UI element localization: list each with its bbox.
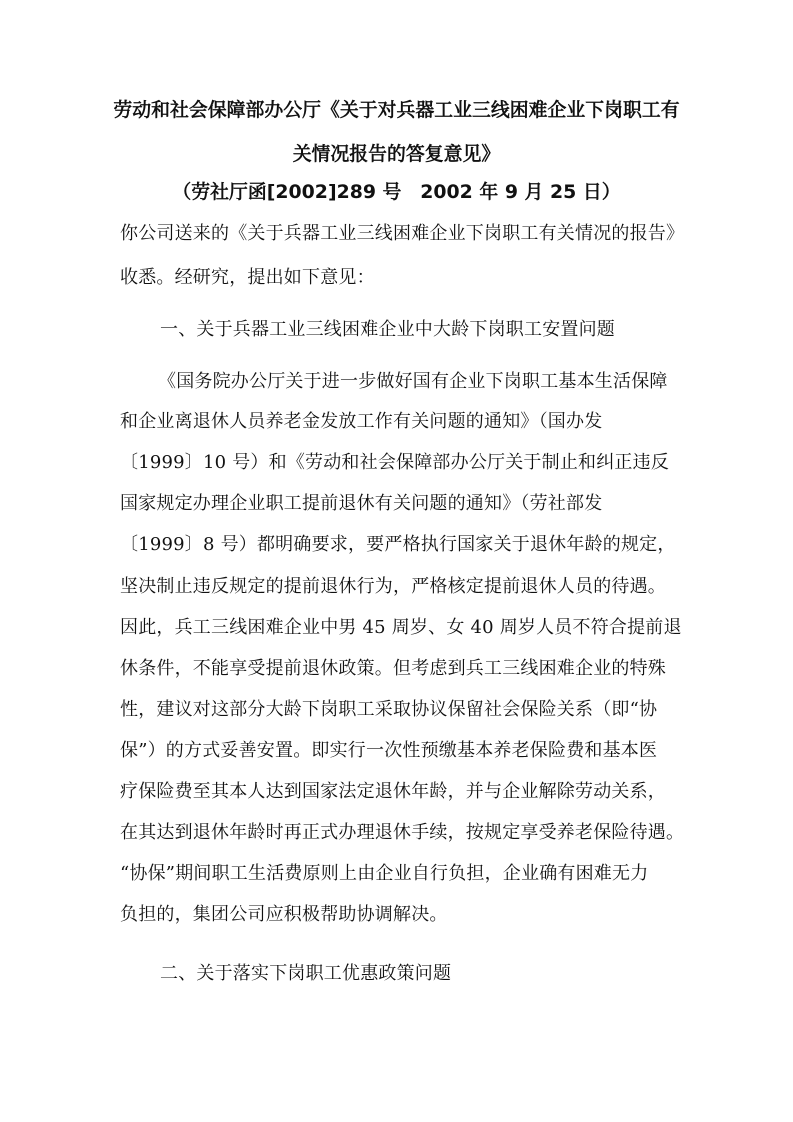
document-subtitle: （劳社厅函[2002]289 号 2002 年 9 月 25 日） [172,181,621,203]
body-line: 坚决制止违反规定的提前退休行为，严格核定提前退休人员的待遇。 [120,576,666,597]
body-line: 因此，兵工三线困难企业中男 45 周岁、女 40 周岁人员不符合提前退 [120,617,682,638]
document-title-line-1: 劳动和社会保障部办公厅《关于对兵器工业三线困难企业下岗职工有 [113,99,680,121]
body-line: 在其达到退休年龄时再正式办理退休手续，按规定享受养老保险待遇。 [120,822,685,843]
body-line: 性，建议对这部分大龄下岗职工采取协议保留社会保险关系（即“协 [120,699,658,720]
body-line: 〔1999〕8 号）都明确要求，要严格执行国家关于退休年龄的规定， [120,534,676,555]
body-line: 你公司送来的《关于兵器工业三线困难企业下岗职工有关情况的报告》 [120,223,685,244]
body-line: “协保”期间职工生活费原则上由企业自行负担，企业确有困难无力 [120,863,649,884]
body-line: 国家规定办理企业职工提前退休有关问题的通知》（劳社部发 [120,493,603,514]
body-line: 负担的，集团公司应积极帮助协调解决。 [120,904,448,925]
section-heading-2: 二、关于落实下岗职工优惠政策问题 [160,963,452,984]
body-line: 休条件，不能享受提前退休政策。但考虑到兵工三线困难企业的特殊 [120,658,666,679]
document-title-line-2: 关情况报告的答复意见》 [292,143,501,165]
body-line: 《国务院办公厅关于进一步做好国有企业下岗职工基本生活保障 [158,371,668,392]
section-heading-1: 一、关于兵器工业三线困难企业中大龄下岗职工安置问题 [160,319,615,340]
body-line: 保”）的方式妥善安置。即实行一次性预缴基本养老保险费和基本医 [120,740,658,761]
body-line: 收悉。经研究，提出如下意见： [120,267,375,288]
body-line: 和企业离退休人员养老金发放工作有关问题的通知》（国办发 [120,411,603,432]
body-line: 〔1999〕10 号）和《劳动和社会保障部办公厅关于制止和纠正违反 [120,452,670,473]
body-line: 疗保险费至其本人达到国家法定退休年龄，并与企业解除劳动关系， [120,781,666,802]
